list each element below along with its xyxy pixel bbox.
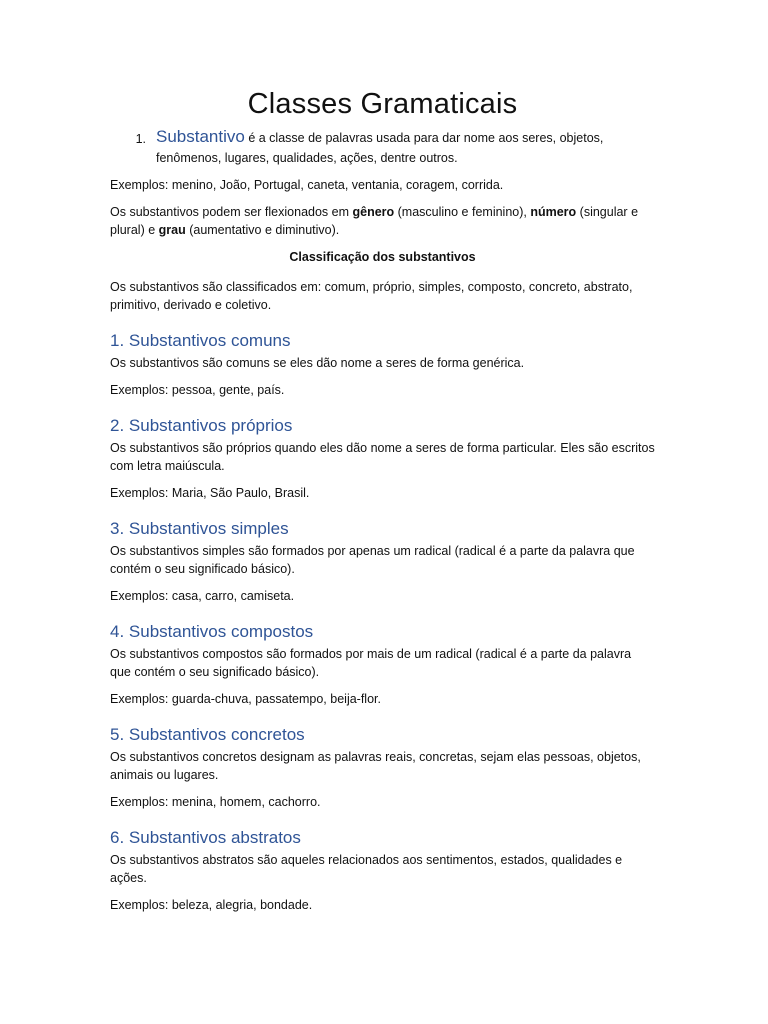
section-comuns xyxy=(110,330,655,399)
section-example: Exemplos: pessoa, gente, país. xyxy=(110,383,285,397)
term-substantivo: Substantivo xyxy=(156,127,245,146)
classification-heading: Classificação dos substantivos xyxy=(289,250,476,264)
classification-paragraph: Os substantivos são classificados em: comum, próprio, simples, composto, concreto, abstrato, primitivo, derivado e coletivo. xyxy=(110,280,633,312)
section-heading: 1. Substantivos comuns xyxy=(110,331,291,350)
section-example: Exemplos: Maria, São Paulo, Brasil. xyxy=(110,486,310,500)
section-heading: 3. Substantivos simples xyxy=(110,519,289,538)
section-text: Os substantivos simples são formados por apenas um radical (radical é a parte da palavra que contém o seu significado básico). xyxy=(110,544,635,576)
section-heading: 5. Substantivos concretos xyxy=(110,725,305,744)
term-definition: é a classe de palavras usada para dar nome aos seres, objetos, fenômenos, lugares, qualidades, ações, dentre outros. xyxy=(156,131,604,165)
section-text: Os substantivos são próprios quando eles dão nome a seres de forma particular. Eles são escritos com letra maiúscula. xyxy=(110,441,655,473)
list-item-body xyxy=(156,127,655,168)
section-proprios xyxy=(110,415,655,502)
flexion-paragraph xyxy=(110,203,655,239)
flexion-bold-numero: número xyxy=(530,205,577,219)
section-text: Os substantivos abstratos são aqueles relacionados aos sentimentos, estados, qualidades e ações. xyxy=(110,853,623,885)
section-text: Os substantivos compostos são formados por mais de um radical (radical é a parte da palavra que contém o seu significado básico). xyxy=(110,647,632,679)
section-abstratos xyxy=(110,827,655,914)
list-number: 1. xyxy=(135,132,146,146)
section-heading: 2. Substantivos próprios xyxy=(110,416,293,435)
document-title: Classes Gramaticais xyxy=(247,88,518,120)
flexion-text-2: (masculino e feminino), xyxy=(394,205,531,219)
section-example: Exemplos: guarda-chuva, passatempo, beija-flor. xyxy=(110,692,381,706)
section-text: Os substantivos concretos designam as palavras reais, concretas, sejam elas pessoas, objetos, animais ou lugares. xyxy=(110,750,641,782)
section-example: Exemplos: casa, carro, camiseta. xyxy=(110,589,295,603)
document-content xyxy=(110,88,655,914)
section-heading: 6. Substantivos abstratos xyxy=(110,828,301,847)
section-example: Exemplos: menina, homem, cachorro. xyxy=(110,795,321,809)
section-example: Exemplos: beleza, alegria, bondade. xyxy=(110,898,313,912)
section-concretos xyxy=(110,724,655,811)
flexion-text-3: (singular e plural) e xyxy=(110,205,639,237)
flexion-text-4: (aumentativo e diminutivo). xyxy=(185,223,340,237)
section-compostos xyxy=(110,621,655,708)
flexion-bold-grau: grau xyxy=(158,223,186,237)
examples-paragraph: Exemplos: menino, João, Portugal, caneta, ventania, coragem, corrida. xyxy=(110,178,504,192)
section-text: Os substantivos são comuns se eles dão nome a seres de forma genérica. xyxy=(110,356,525,370)
section-simples xyxy=(110,518,655,605)
flexion-bold-genero: gênero xyxy=(352,205,395,219)
section-heading: 4. Substantivos compostos xyxy=(110,622,314,641)
numbered-list-item xyxy=(110,127,655,168)
flexion-text-1: Os substantivos podem ser flexionados em xyxy=(110,205,353,219)
